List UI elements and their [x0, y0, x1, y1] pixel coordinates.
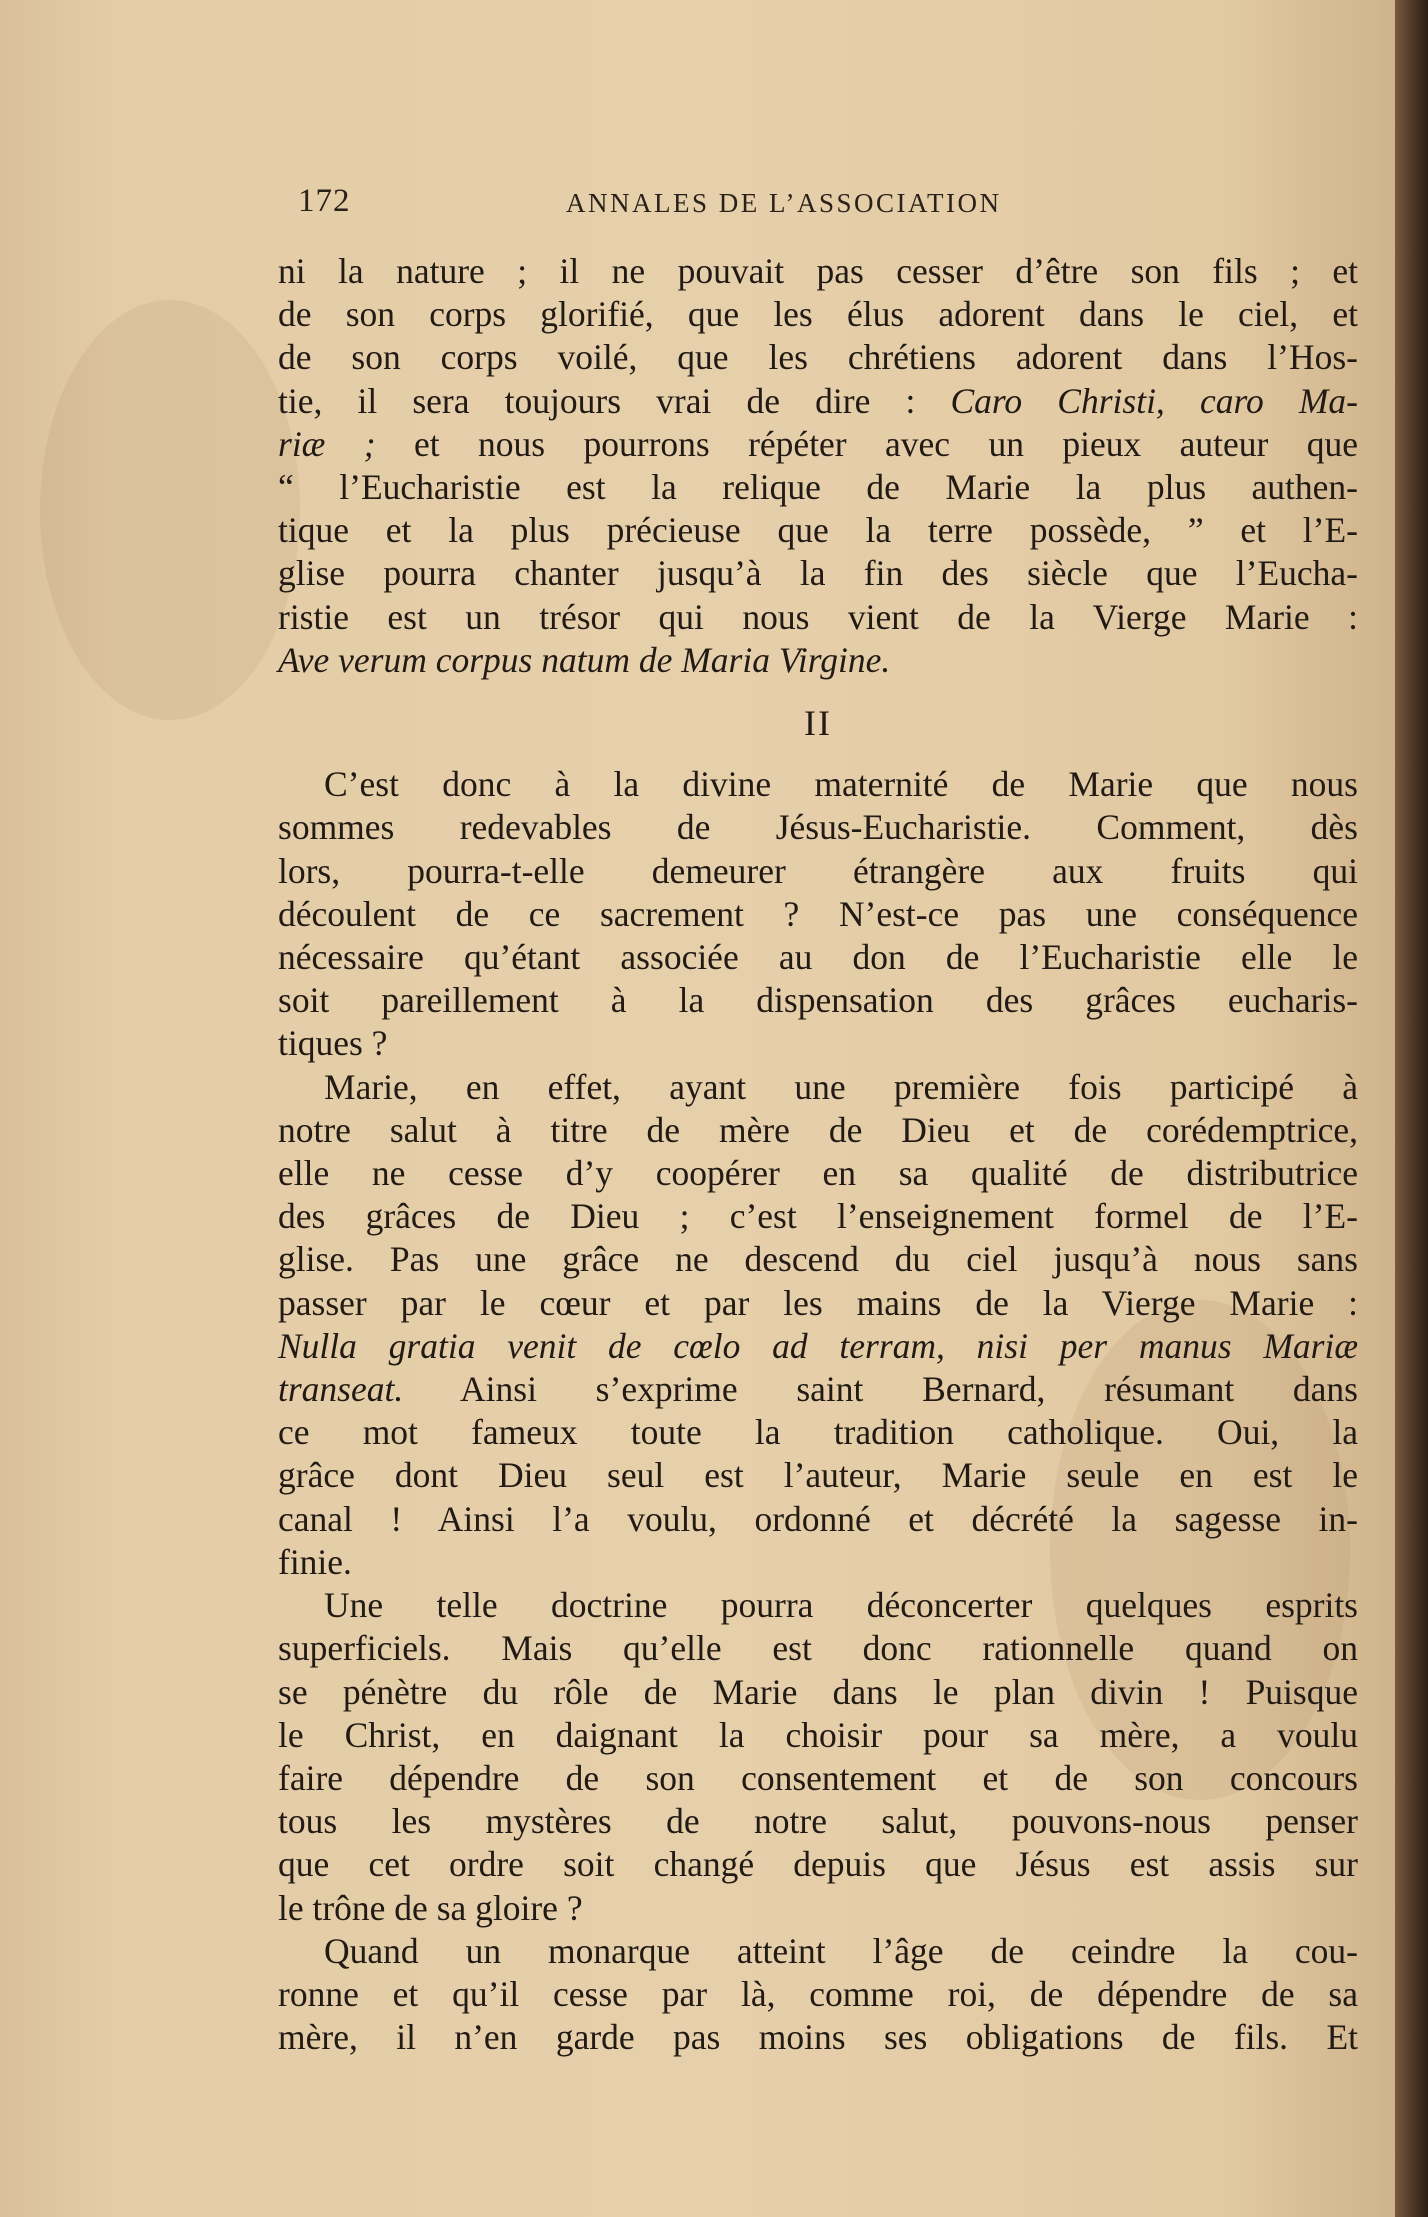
latin-quote: Nulla gratia venit de cœlo ad terram, nisi per manus Mariæ	[278, 1325, 1358, 1366]
section-heading: II	[804, 703, 832, 744]
text-line: que cet ordre soit changé depuis que Jésus est assis sur	[278, 1844, 1358, 1885]
text-line: notre salut à titre de mère de Dieu et de corédemptrice,	[278, 1109, 1358, 1150]
text-line: ronne et qu’il cesse par là, comme roi, de dépendre de sa	[278, 1973, 1358, 2014]
book-spine-edge	[1395, 0, 1428, 2217]
text-line: ce mot fameux toute la tradition catholique. Oui, la	[278, 1412, 1358, 1453]
paragraph-3	[278, 1066, 1358, 1584]
text-line: faire dépendre de son consentement et de son concours	[278, 1757, 1358, 1798]
text-line	[278, 380, 1358, 423]
text-line: Une telle doctrine pourra déconcerter quelques esprits	[324, 1585, 1358, 1626]
text-line: Quand un monarque atteint l’âge de ceindre la cou-	[324, 1930, 1358, 1971]
text-line: glise pourra chanter jusqu’à la fin des siècle que l’Eucha-	[278, 553, 1358, 594]
paragraph-2	[278, 763, 1358, 1065]
page-number: 172	[298, 183, 351, 219]
text-line: se pénètre du rôle de Marie dans le plan divin ! Puisque	[278, 1671, 1358, 1712]
text-line: lors, pourra-t-elle demeurer étrangère aux fruits qui	[278, 850, 1358, 891]
text-run: tie, il sera toujours vrai de dire :	[278, 380, 951, 421]
text-line: passer par le cœur et par les mains de la Vierge Marie :	[278, 1282, 1358, 1323]
text-line: de son corps voilé, que les chrétiens adorent dans l’Hos-	[278, 337, 1358, 378]
running-header	[298, 183, 1358, 233]
text-line: elle ne cesse d’y coopérer en sa qualité de distributrice	[278, 1153, 1358, 1194]
text-line: grâce dont Dieu seul est l’auteur, Marie seule en est le	[278, 1455, 1358, 1496]
text-line: “ l’Eucharistie est la relique de Marie la plus authen-	[278, 467, 1358, 508]
text-line: glise. Pas une grâce ne descend du ciel jusqu’à nous sans	[278, 1239, 1358, 1280]
text-line: soit pareillement à la dispensation des grâces eucharis-	[278, 980, 1358, 1021]
text-line: sommes redevables de Jésus-Eucharistie. Comment, dès	[278, 807, 1358, 848]
latin-quote: Ave verum corpus natum de Maria Virgine.	[278, 639, 891, 680]
text-line: superficiels. Mais qu’elle est donc rationnelle quand on	[278, 1628, 1358, 1669]
paragraph-5	[278, 1930, 1358, 2060]
text-line: finie.	[278, 1541, 352, 1582]
text-line: ristie est un trésor qui nous vient de la Vierge Marie :	[278, 596, 1358, 637]
text-line: tiques ?	[278, 1023, 388, 1064]
text-run: et nous pourrons répéter avec un pieux auteur que	[375, 423, 1358, 464]
text-line: nécessaire qu’étant associée au don de l’Eucharistie elle le	[278, 937, 1358, 978]
text-line: des grâces de Dieu ; c’est l’enseignement formel de l’E-	[278, 1196, 1358, 1237]
latin-quote: transeat.	[278, 1369, 404, 1410]
latin-quote: riæ ;	[278, 423, 376, 464]
text-line: canal ! Ainsi l’a voulu, ordonné et décrété la sagesse in-	[278, 1498, 1358, 1539]
paragraph-1	[278, 250, 1358, 682]
text-line: ni la nature ; il ne pouvait pas cesser d’être son fils ; et	[278, 251, 1358, 291]
text-line: tique et la plus précieuse que la terre possède, ” et l’E-	[278, 510, 1358, 551]
text-line: mère, il n’en garde pas moins ses obligations de fils. Et	[278, 2017, 1358, 2058]
body-text	[278, 250, 1358, 2059]
text-line	[278, 1368, 1358, 1411]
text-line: C’est donc à la divine maternité de Marie que nous	[324, 764, 1358, 805]
text-line: découlent de ce sacrement ? N’est-ce pas une conséquence	[278, 893, 1358, 934]
paragraph-4	[278, 1584, 1358, 1930]
latin-quote: Caro Christi, caro Ma-	[950, 380, 1358, 421]
paper-stain	[40, 300, 300, 720]
text-line: de son corps glorifié, que les élus adorent dans le ciel, et	[278, 294, 1358, 335]
text-line: tous les mystères de notre salut, pouvons-nous penser	[278, 1801, 1358, 1842]
text-line	[278, 423, 1358, 466]
text-line: le Christ, en daignant la choisir pour sa mère, a voulu	[278, 1714, 1358, 1755]
text-line: Marie, en effet, ayant une première fois participé à	[324, 1066, 1358, 1107]
text-line: le trône de sa gloire ?	[278, 1887, 583, 1928]
text-run: Ainsi s’exprime saint Bernard, résumant dans	[403, 1369, 1358, 1410]
running-title: ANNALES DE L’ASSOCIATION	[566, 188, 1002, 218]
